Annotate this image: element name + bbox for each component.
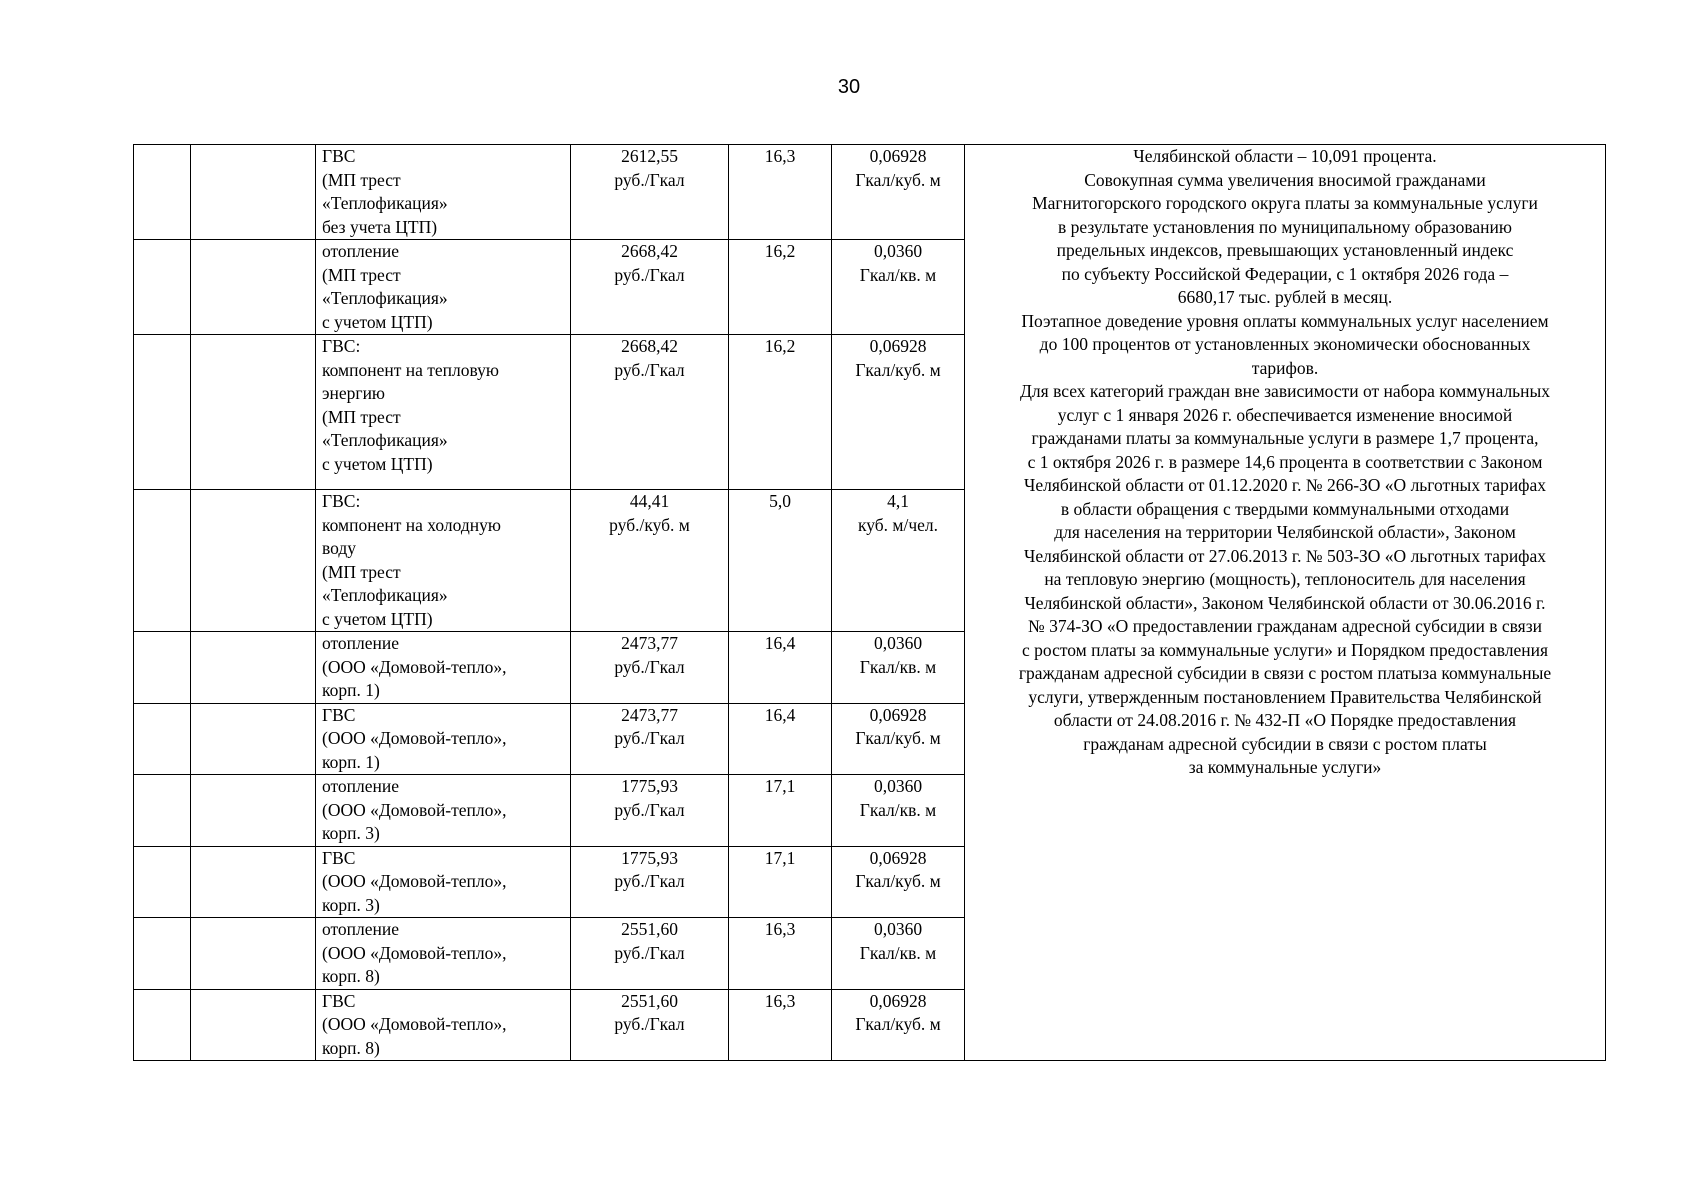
norm-value: 0,06928 [869, 146, 927, 166]
increase-value: 5,0 [769, 491, 791, 511]
price-cell [571, 490, 729, 632]
service-line: без учета ЦТП) [322, 216, 438, 237]
service-cell [316, 632, 571, 704]
price-unit: руб./Гкал [614, 1014, 685, 1034]
price-cell [571, 145, 729, 240]
blank-cell [134, 240, 191, 335]
service-line: (МП трест [322, 406, 401, 427]
norm-cell [832, 846, 965, 918]
right-text-cell [965, 145, 1606, 1061]
service-line: компонент на тепловую [322, 359, 499, 380]
blank-cell [134, 490, 191, 632]
service-line: ГВС [322, 704, 356, 725]
increase-value: 16,4 [764, 704, 796, 725]
blank-cell [191, 632, 316, 704]
blank-cell [191, 145, 316, 240]
right-text-line: Магнитогорского городского округа платы за коммунальные услуги [1032, 193, 1538, 213]
price-unit: руб./куб. м [609, 514, 690, 535]
increase-value: 16,2 [764, 336, 796, 356]
increase-cell [729, 490, 832, 632]
service-cell [316, 989, 571, 1061]
price-unit: руб./Гкал [614, 656, 685, 677]
price-value: 2551,60 [621, 990, 678, 1011]
blank-cell [134, 775, 191, 847]
norm-unit: Гкал/кв. м [859, 656, 937, 677]
norm-cell [832, 335, 965, 490]
blank-cell [134, 989, 191, 1061]
service-line: (ООО «Домовой-тепло», [322, 799, 507, 820]
service-line: с учетом ЦТП) [322, 608, 433, 629]
right-text-line: для населения на территории Челябинской области», Законом [1054, 522, 1516, 542]
service-cell [316, 335, 571, 490]
norm-value: 0,06928 [869, 847, 927, 868]
norm-cell [832, 989, 965, 1061]
service-line: отопление [322, 241, 400, 261]
increase-value: 17,1 [764, 776, 796, 796]
right-text-line: области от 24.08.2016 г. № 432-П «О Порядке предоставления [1053, 710, 1517, 730]
service-line: ГВС [322, 146, 356, 166]
right-text-line: в области обращения с твердыми коммунальными отходами [1060, 498, 1510, 519]
norm-cell [832, 918, 965, 990]
price-value: 1775,93 [621, 776, 678, 796]
norm-cell [832, 632, 965, 704]
norm-value: 0,06928 [869, 990, 927, 1011]
norm-value: 0,0360 [873, 633, 923, 653]
norm-cell [832, 145, 965, 240]
price-value: 2473,77 [621, 633, 678, 653]
price-unit: руб./Гкал [614, 942, 685, 963]
right-text-line: Челябинской области – 10,091 процента. [1133, 146, 1437, 166]
norm-unit: Гкал/куб. м [855, 359, 941, 380]
norm-unit: Гкал/кв. м [859, 942, 937, 963]
price-value: 2668,42 [621, 241, 678, 261]
norm-value: 0,06928 [869, 336, 927, 356]
right-text-line: гражданам адресной субсидии в связи с ростом платы [1083, 733, 1487, 754]
price-cell [571, 918, 729, 990]
price-cell [571, 335, 729, 490]
right-text-line: тарифов. [1251, 357, 1319, 378]
service-line: (МП трест [322, 264, 401, 285]
norm-value: 0,06928 [869, 704, 927, 725]
price-cell [571, 775, 729, 847]
service-line: с учетом ЦТП) [322, 453, 433, 474]
norm-cell [832, 490, 965, 632]
increase-cell [729, 703, 832, 775]
blank-cell [134, 918, 191, 990]
service-line: (МП трест [322, 169, 401, 190]
norm-cell [832, 775, 965, 847]
right-text-line: Челябинской области», Законом Челябинской области от 30.06.2016 г. [1024, 592, 1546, 613]
price-value: 2612,55 [621, 146, 678, 166]
service-line: (ООО «Домовой-тепло», [322, 656, 507, 677]
increase-cell [729, 632, 832, 704]
price-unit: руб./Гкал [614, 169, 685, 190]
right-text-line: за коммунальные услуги» [1188, 757, 1382, 777]
service-line: (ООО «Домовой-тепло», [322, 728, 507, 748]
increase-cell [729, 989, 832, 1061]
service-line: с учетом ЦТП) [322, 311, 433, 332]
increase-cell [729, 145, 832, 240]
price-value: 1775,93 [621, 847, 678, 868]
right-text-line: Поэтапное доведение уровня оплаты коммунальных услуг населением [1021, 310, 1549, 331]
price-cell [571, 846, 729, 918]
blank-cell [134, 335, 191, 490]
service-line: воду [322, 538, 357, 558]
increase-cell [729, 335, 832, 490]
norm-unit: Гкал/куб. м [855, 871, 941, 891]
price-unit: руб./Гкал [614, 359, 685, 380]
price-value: 2473,77 [621, 704, 678, 725]
right-text-line: до 100 процентов от установленных экономически обоснованных [1039, 334, 1531, 354]
service-line: «Теплофикация» [322, 288, 448, 308]
service-line: корп. 1) [322, 751, 380, 772]
service-cell [316, 703, 571, 775]
price-cell [571, 989, 729, 1061]
service-line: корп. 1) [322, 680, 380, 700]
right-text-line: 6680,17 тыс. рублей в месяц. [1177, 287, 1393, 307]
service-line: энергию [322, 383, 386, 403]
service-line: (ООО «Домовой-тепло», [322, 942, 507, 963]
service-line: корп. 8) [322, 1037, 380, 1058]
right-text-line: Челябинской области от 27.06.2013 г. № 503-ЗО «О льготных тарифах [1023, 545, 1547, 566]
service-line: «Теплофикация» [322, 430, 448, 450]
increase-value: 16,3 [764, 990, 796, 1011]
right-text-line: с ростом платы за коммунальные услуги» и Порядком предоставления [1022, 639, 1548, 660]
blank-cell [191, 846, 316, 918]
service-line: компонент на холодную [322, 514, 501, 535]
norm-value: 0,0360 [873, 241, 923, 261]
increase-value: 16,4 [764, 633, 796, 653]
blank-cell [191, 335, 316, 490]
service-cell [316, 775, 571, 847]
service-line: (ООО «Домовой-тепло», [322, 1014, 507, 1034]
right-text-line: услуги, утвержденным постановлением Правительства Челябинской [1028, 686, 1542, 707]
norm-cell [832, 240, 965, 335]
blank-cell [191, 989, 316, 1061]
norm-value: 0,0360 [873, 919, 923, 939]
service-line: ГВС [322, 847, 356, 868]
blank-cell [191, 703, 316, 775]
blank-cell [134, 846, 191, 918]
norm-unit: Гкал/куб. м [855, 1014, 941, 1034]
service-cell [316, 490, 571, 632]
increase-value: 17,1 [764, 847, 796, 868]
right-text-line: услуг с 1 января 2026 г. обеспечивается изменение вносимой [1057, 404, 1513, 425]
increase-cell [729, 775, 832, 847]
blank-cell [191, 240, 316, 335]
page-number: 30 [837, 76, 861, 98]
price-value: 2551,60 [621, 919, 678, 939]
right-text-line: предельных индексов, превышающих установленный индекс [1056, 240, 1514, 260]
service-cell [316, 918, 571, 990]
norm-unit: Гкал/кв. м [859, 264, 937, 285]
increase-cell [729, 918, 832, 990]
norm-value: 0,0360 [873, 776, 923, 796]
increase-value: 16,2 [764, 241, 796, 261]
right-text-line: по субъекту Российской Федерации, с 1 октября 2026 года – [1061, 263, 1509, 284]
table-row [134, 145, 1606, 240]
price-value: 44,41 [629, 491, 670, 511]
service-line: корп. 3) [322, 894, 380, 915]
blank-cell [191, 918, 316, 990]
price-unit: руб./Гкал [614, 871, 685, 891]
right-text-line: с 1 октября 2026 г. в размере 14,6 процента в соответствии с Законом [1027, 451, 1543, 472]
price-cell [571, 240, 729, 335]
norm-unit: Гкал/куб. м [855, 728, 941, 748]
price-value: 2668,42 [621, 336, 678, 356]
blank-cell [134, 145, 191, 240]
service-line: корп. 3) [322, 823, 380, 843]
service-line: (ООО «Домовой-тепло», [322, 871, 507, 891]
right-text-line: Совокупная сумма увеличения вносимой гражданами [1084, 169, 1486, 190]
service-cell [316, 145, 571, 240]
price-unit: руб./Гкал [614, 264, 685, 285]
blank-cell [134, 632, 191, 704]
increase-cell [729, 240, 832, 335]
price-unit: руб./Гкал [614, 799, 685, 820]
service-line: ГВС: [322, 336, 361, 356]
price-unit: руб./Гкал [614, 728, 685, 748]
service-cell [316, 846, 571, 918]
service-line: «Теплофикация» [322, 585, 448, 605]
blank-cell [191, 490, 316, 632]
right-text-line: Челябинской области от 01.12.2020 г. № 266-ЗО «О льготных тарифах [1023, 475, 1547, 495]
service-line: ГВС: [322, 491, 361, 511]
service-line: отопление [322, 776, 400, 796]
increase-cell [729, 846, 832, 918]
increase-value: 16,3 [764, 146, 796, 166]
service-line: отопление [322, 633, 400, 653]
price-cell [571, 632, 729, 704]
right-text-line: в результате установления по муниципальному образованию [1058, 216, 1512, 237]
right-text-line: Для всех категорий граждан вне зависимости от набора коммунальных [1019, 381, 1551, 401]
blank-cell [191, 775, 316, 847]
right-text-line: № 374-ЗО «О предоставлении гражданам адресной субсидии в связи [1028, 616, 1542, 636]
blank-cell [134, 703, 191, 775]
service-line: (МП трест [322, 561, 401, 582]
right-text-line: на тепловую энергию (мощность), теплоноситель для населения [1044, 569, 1526, 589]
service-line: отопление [322, 919, 400, 939]
norm-unit: Гкал/куб. м [855, 169, 941, 190]
norm-cell [832, 703, 965, 775]
service-line: «Теплофикация» [322, 193, 448, 213]
norm-unit: Гкал/кв. м [859, 799, 937, 820]
right-text-line: гражданам адресной субсидии в связи с ростом платыза коммунальные [1018, 663, 1552, 683]
right-text-line: гражданами платы за коммунальные услуги в размере 1,7 процента, [1031, 428, 1539, 448]
increase-value: 16,3 [764, 919, 796, 939]
norm-unit: куб. м/чел. [857, 514, 939, 535]
service-line: корп. 8) [322, 966, 380, 986]
service-line: ГВС [322, 990, 356, 1011]
tariff-table [133, 144, 1606, 1061]
service-cell [316, 240, 571, 335]
price-cell [571, 703, 729, 775]
norm-value: 4,1 [887, 491, 909, 511]
